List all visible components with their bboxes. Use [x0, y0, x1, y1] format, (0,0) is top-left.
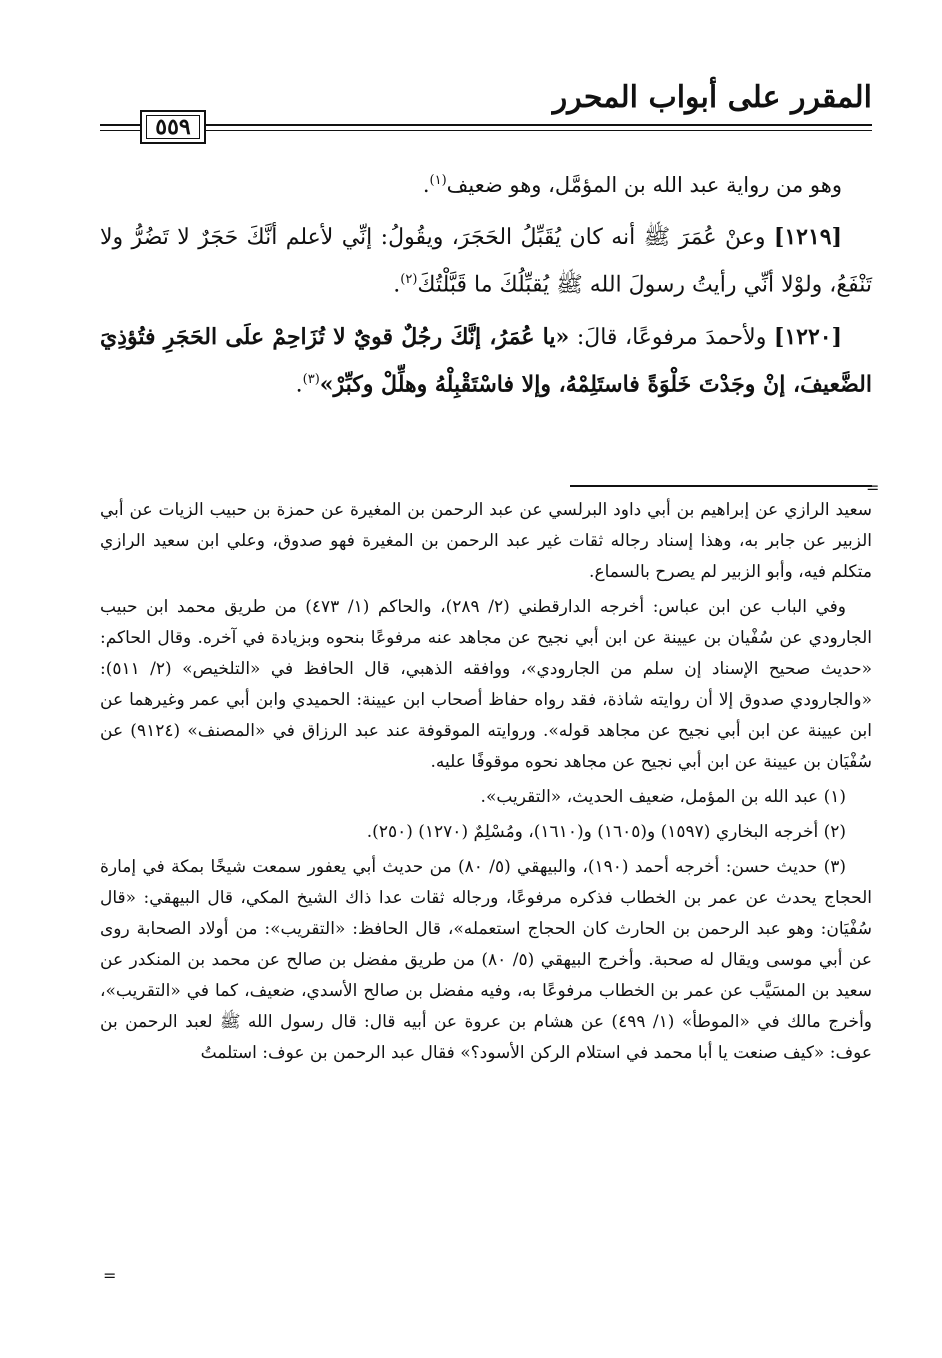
footnote-3: (٣) حديث حسن: أخرجه أحمد (١٩٠)، والبيهقي (٥/ ٨٠) من حديث أبي يعفور سمعت شيخًا بمكة في إمارة الحجاج يحدث عن عمر بن الخطاب فذكره مرفوعًا، ورجاله ثقات عدا ذاك الشيخ المكي، قال البيهقي: «قال سُفْيَان: وهو عبد الرحمن بن الحارث كان الحجاج استعمله»، قال الحافظ: «التقريب»: من أولاد الصحابة روى عن أبي موسى ويقال له صحبة. وأخرج البيهقي (٥/ ٨٠) من طريق مفضل بن صالح عن محمد بن المنكدر عن سعيد بن المسَيَّب عن عمر بن الخطاب مرفوعًا به، وفيه مفضل بن صالح الأسدي، ضعيف، كما في «التقريب»، وأخرج مالك في «الموطأ» (١/ ٤٩٩) عن هشام بن عروة عن أبيه قال: قال رسول الله ﷺ لعبد الرحمن بن عوف: «كيف صنعت يا أبا محمد في استلام الركن الأسود؟» فقال عبد الرحمن بن عوف: استلمتُ: [100, 857, 873, 1063]
paragraph-number-1220: [١٢٢٠]: [773, 324, 842, 351]
paragraph-1220: [١٢٢٠] ولأحمدَ مرفوعًا، قالَ: «يا عُمَرُ، إنَّكَ رجُلٌ قويٌ لا تُزَاحِمْ علَى الحَجَرِ فتُؤذِيَ الضَّعيفَ، إنْ وجَدْتَ خَلْوَةً فاستَلِمْهُ، وإلا فاسْتَقْبِلْهُ وهلِّلْ وكبِّرْ»$^{(٣)}$.: [100, 324, 872, 398]
intro-paragraph: وهو من رواية عبد الله بن المؤمَّل، وهو ضعيف$^{(١)}$.: [422, 173, 842, 197]
header-rule-left: [100, 124, 140, 126]
page-number-box: [140, 110, 206, 144]
footnote-ref-3: (٣): [302, 372, 320, 388]
page-number: ٥٥٩: [155, 114, 191, 140]
header-rule-right-thin: [206, 130, 872, 131]
hadith-text-1220: «يا عُمَرُ، إنَّكَ رجُلٌ قويٌ لا تُزَاحِمْ علَى الحَجَرِ فتُؤذِيَ الضَّعيفَ، إنْ وجَدْتَ خَلْوَةً فاستَلِمْهُ، وإلا فاسْتَقْبِلْهُ وهلِّلْ وكبِّرْ»: [100, 324, 872, 398]
footnote-1: (١) عبد الله بن المؤمل، ضعيف الحديث، «التقريب».: [480, 787, 846, 807]
paragraph-number-1219: [١٢١٩]: [773, 224, 843, 250]
footnote-continuation-1: سعيد الرازي عن إبراهيم بن أبي داود البرلسي عن عبد الرحمن بن المغيرة عن حمزة بن حبيب الزيات عن أبي الزبير عن جابر به، وهذا إسناد رجاله ثقات غير عبد الرحمن بن المغيرة فهو صدوق، وعلي ابن سعيد الرازي متكلم فيه، وأبو الزبير لم يصرح بالسماع.: [100, 500, 872, 582]
footnote-ref-2: (٢): [400, 272, 418, 287]
continuation-mark-top: =: [866, 478, 880, 497]
header-rule-left-thin: [100, 130, 140, 131]
footnotes: [100, 495, 872, 1073]
paragraph-1219: [١٢١٩] وعنْ عُمَرَ ﷺ أنه كان يُقَبِّلُ الحَجَرَ، ويقُولُ: إنِّي لأعلم أنَّكَ حَجَرٌ لا تَضُرُّ ولا تَنْفَعُ، ولوْلا أنِّي رأيتُ رسولَ الله ﷺ يُقبِّلُكَ ما قَبَّلْتُكَ$^{(٢)}$.: [100, 224, 872, 298]
main-text: [100, 160, 872, 417]
footnote-ref-1: (١): [429, 173, 447, 188]
footnote-separator: [570, 485, 872, 487]
paragraph-text-1219: وعنْ عُمَرَ ﷺ أنه كان يُقَبِّلُ الحَجَرَ، ويقُولُ: إنِّي لأعلم أنَّكَ حَجَرٌ لا تَضُرُّ ولا تَنْفَعُ، ولوْلا أنِّي رأيتُ رسولَ الله ﷺ يُقبِّلُكَ ما قَبَّلْتُكَ: [100, 225, 872, 298]
header-rule-right: [206, 124, 872, 126]
continuation-mark-bottom: =: [103, 1266, 117, 1285]
paragraph-pre-1220: ولأحمدَ مرفوعًا، قالَ:: [576, 325, 767, 351]
running-title: المقرر على أبواب المحرر: [552, 80, 872, 115]
footnote-continuation-2: وفي الباب عن ابن عباس: أخرجه الدارقطني (٢/ ٢٨٩)، والحاكم (١/ ٤٧٣) من طريق محمد ابن حبيب الجارودي عن سُفْيان بن عيينة عن ابن أبي نجيح عن مجاهد عنه مرفوعًا بنحوه وبزيادة في آخره. وقال الحاكم: «حديث صحيح الإسناد إن سلم من الجارودي»، ووافقه الذهبي، قال الحافظ في «التلخيص» (٢/ ٥١١): «والجارودي صدوق إلا أن روايته شاذة، فقد رواه حفاظ أصحاب ابن عيينة: الحميدي وابن أبي عمر وغيرهما عن ابن عيينة عن ابن أبي نجيح عن مجاهد قوله». وروايته الموقوفة عند عبد الرزاق في «المصنف» (٩١٢٤) عن سُفْيَان بن عيينة عن ابن أبي نجيح عن مجاهد نحوه موقوفًا عليه.: [100, 597, 873, 772]
page-number-frame: [146, 115, 200, 139]
intro-line: وهو من رواية عبد الله بن المؤمَّل، وهو ضعيف: [446, 173, 842, 197]
footnote-2: (٢) أخرجه البخاري (١٥٩٧) و(١٦٠٥) و(١٦١٠)، ومُسْلِمٌ (١٢٧٠) (٢٥٠).: [366, 822, 846, 842]
